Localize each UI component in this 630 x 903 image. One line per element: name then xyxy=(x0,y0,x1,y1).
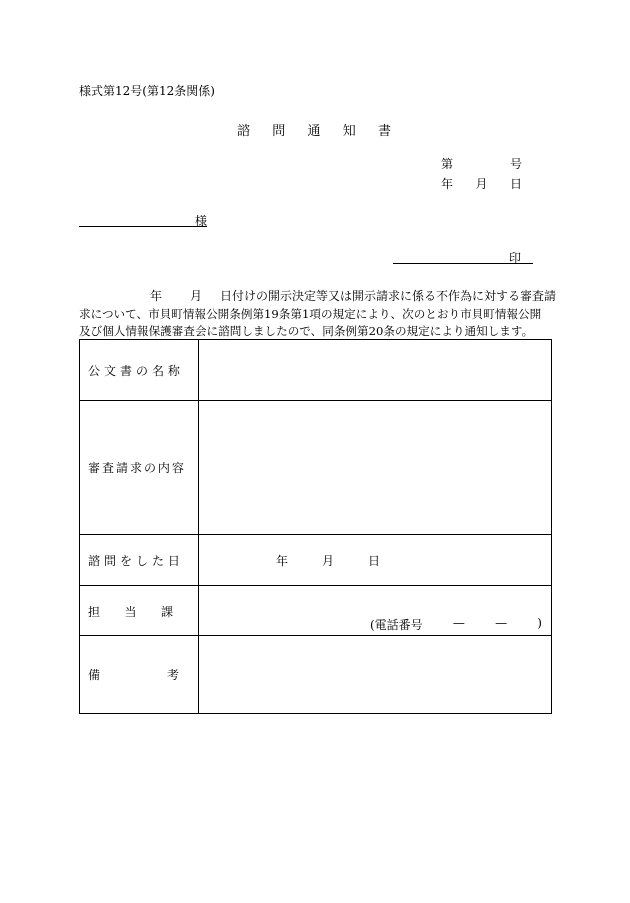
label-char: の xyxy=(135,363,148,378)
label-char: 担 xyxy=(88,605,101,619)
date-day: 日 xyxy=(509,177,522,191)
label-char: 諮 xyxy=(88,553,101,568)
body-line-1-rest: 日付けの開示決定等又は開示請求に係る不作為に対する審査請 xyxy=(220,289,557,303)
phone-open: (電話番号 xyxy=(370,618,423,632)
label-char: 名 xyxy=(151,363,164,378)
label-char: 容 xyxy=(171,461,184,475)
label-char: 称 xyxy=(167,363,180,378)
seal-mark: 印 xyxy=(508,251,521,265)
label-char: 備 xyxy=(88,668,101,682)
body-line-1 xyxy=(150,287,556,304)
doc-number-suffix: 号 xyxy=(509,157,522,171)
title-char: 書 xyxy=(377,124,391,139)
label-char: の xyxy=(143,461,156,475)
remarks-label xyxy=(80,636,199,714)
label-char: 文 xyxy=(103,363,116,378)
label-char: 日 xyxy=(167,553,180,568)
date-month: 月 xyxy=(475,177,488,191)
doc-name-label xyxy=(80,340,199,401)
review-content-label xyxy=(80,401,199,535)
issuer-line xyxy=(393,249,533,264)
label-char: 請 xyxy=(115,461,128,475)
label-char: 問 xyxy=(103,553,116,568)
addressee-line xyxy=(79,212,207,227)
table-row xyxy=(80,586,552,636)
label-char: 求 xyxy=(129,461,142,475)
table-row xyxy=(80,401,552,535)
date-year: 年 xyxy=(441,177,454,191)
label-char: 考 xyxy=(166,668,179,682)
body-month: 月 xyxy=(190,289,203,303)
label-char: 課 xyxy=(160,605,173,619)
phone-dash-2: — xyxy=(495,616,508,630)
label-char: 当 xyxy=(124,605,137,619)
title-char: 通 xyxy=(307,124,321,139)
body-year: 年 xyxy=(150,289,163,303)
phone-dash-1: — xyxy=(452,616,465,630)
consult-date-label xyxy=(80,535,199,586)
table-row xyxy=(80,535,552,586)
label-char: し xyxy=(135,553,148,568)
label-char: た xyxy=(151,553,164,568)
section-value[interactable] xyxy=(199,586,552,636)
addressee-suffix: 様 xyxy=(194,214,207,228)
body-line-3: 及び個人情報保護審査会に諮問しましたので、同条例第20条の規定により通知します。 xyxy=(79,324,534,338)
consultation-table xyxy=(79,339,552,714)
phone-number xyxy=(370,616,542,633)
label-char: 内 xyxy=(157,461,170,475)
table-row xyxy=(80,340,552,401)
form-number: 様式第12号(第12条関係) xyxy=(79,84,215,98)
consult-date-value[interactable] xyxy=(199,535,552,586)
doc-number-prefix: 第 xyxy=(441,157,454,171)
phone-close: ) xyxy=(537,616,542,630)
consult-year: 年 xyxy=(276,553,289,568)
document-title xyxy=(237,120,391,139)
document-number xyxy=(441,155,522,172)
label-char: 査 xyxy=(101,461,114,475)
label-char: 公 xyxy=(88,363,101,378)
section-label xyxy=(80,586,199,636)
review-content-value[interactable] xyxy=(199,401,552,535)
title-char: 問 xyxy=(272,124,286,139)
label-char: 審 xyxy=(88,461,101,475)
body-line-2: 求について、市貝町情報公開条例第19条第1項の規定により、次のとおり市貝町情報公開 xyxy=(79,307,542,321)
title-char: 知 xyxy=(342,124,356,139)
label-char: を xyxy=(119,553,132,568)
consult-month: 月 xyxy=(321,553,334,568)
title-char: 諮 xyxy=(237,124,251,139)
table-row xyxy=(80,636,552,714)
remarks-value[interactable] xyxy=(199,636,552,714)
doc-name-value[interactable] xyxy=(199,340,552,401)
consult-day: 日 xyxy=(367,553,380,568)
issue-date xyxy=(441,175,522,192)
label-char: 書 xyxy=(119,363,132,378)
